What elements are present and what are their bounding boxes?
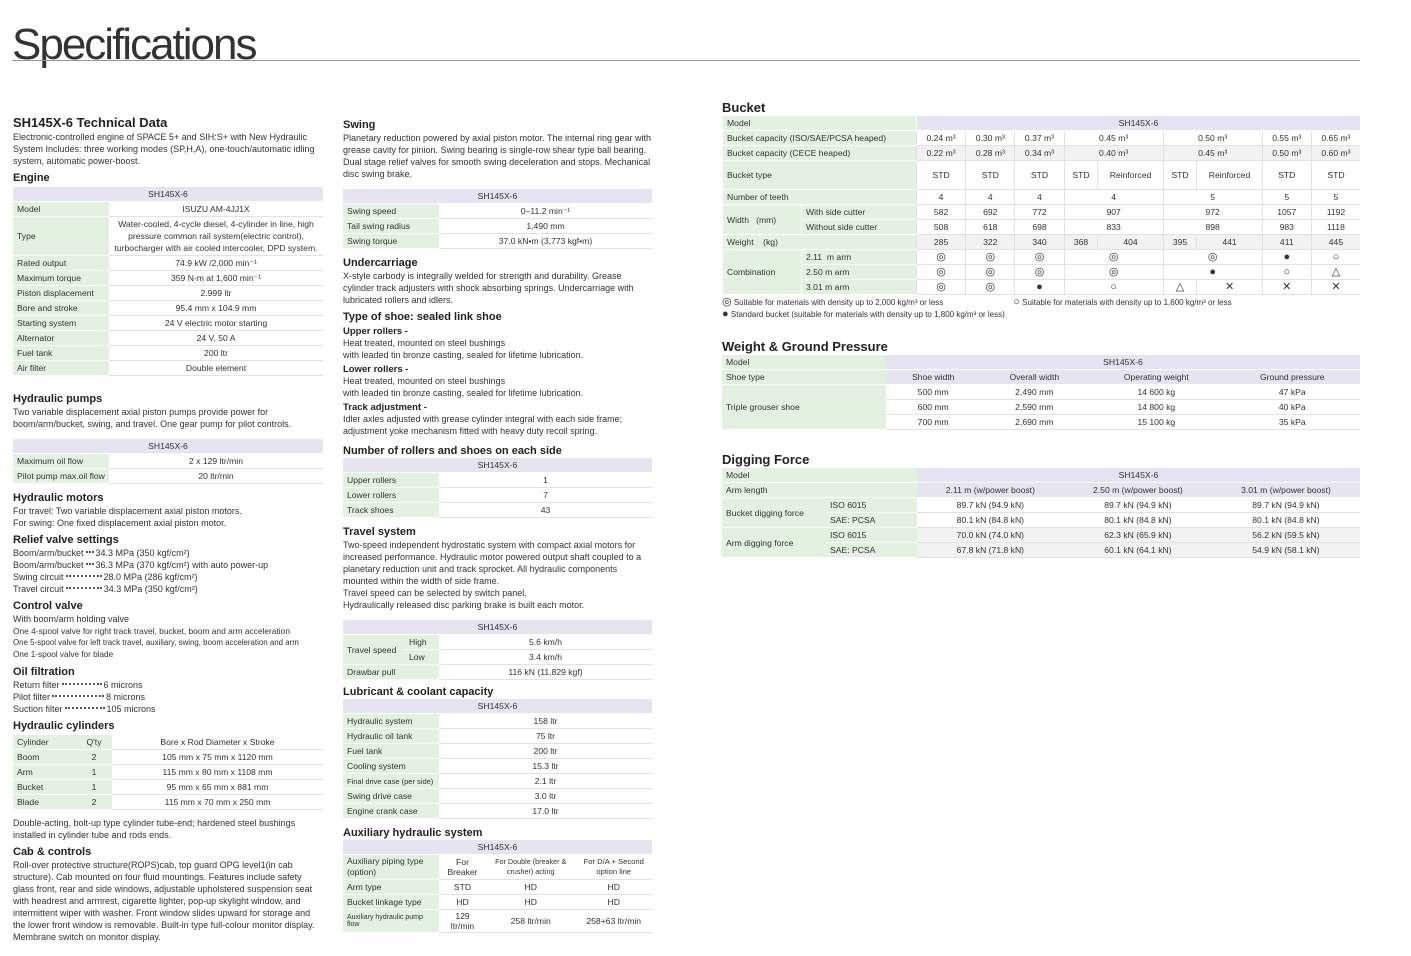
column-left: SH145X-6 Technical Data Electronic-controlled engine of SPACE 5+ and SIH:S+ with New Hydraulic System Includes: three working modes (SP,H,A), one-touch/automatic idling system, automatic power-boost. Engine SH145X-6 Model ISUZU AM-4JJ1X Type Water-cooled, 4-cycle diesel, 4-cylinder in line, high pressure common rail system(electric control), turbocharger with air cooled intercooler, DPD system. Rated output 74.9 kW /2,000 min⁻¹ Maximum torque 359 N-m at 1,600 min⁻¹ Piston displacement 2.999 ltr Bore and stroke 95.4 mm x 104.9 mm Starting system 24 V electric motor starting Alternator 24 V, 50 A Fuel tank 200 ltr Air filter Double element Hydraulic pumps Two variable displacement axial piston pumps provide power for boom/arm/bucket, swing, and travel. One gear pump for pilot controls. SH145X-6 Maximum oil flow 2 x 129 ltr/min Pilot pump max.oil flow 20 ltr/min Hydraulic motors For travel: Two variable displacement axial piston motors. For swing: One fixed displacement axial piston motor. Relief valve settings Boom/arm/bucket 34.3 MPa (350 kgf/cm²) Boom/arm/bucket 36.3 MPa (370 kgf/cm²) with auto power-up Swing circuit 28.0 MPa (286 kgf/cm²) Travel circuit 34.3 MPa (350 kgf/cm²) Control valve With boom/arm holding valve One 4-spool valve for right track travel, bucket, boom and arm acceleration One 5-spool valve for left track travel, auxiliary, swing, boom acceleration and arm One 1-spool valve for blade Oil filtration Return filter 6 microns Pilot filter 8 microns Suction filter 105 microns Hydraulic cylinders Cylinder Q'ty Bore x Rod Diameter x Stroke Boom 2 105 mm x 75 mm x 1120 mm Arm 1 115 mm x 80 mm x 1108 mm Bucket 1 95 mm x 65 mm x 881 mm Blade 2 115 mm x 70 mm x 250 mm Double-acting, bolt-up type cylinder tube-end; hardened steel bushings installed in cylinder tube and rods ends. Cab & controls Roll-over protective structure(ROPS)cab, top guard OPG level1(in cab structure). Cab mounted on four fluid mountings. Features include safety glass front, rear and side windows, adjustable upholstered suspension seat with headrest and armrest, cigarette lighter, pop-up skylight window, and intermittent wiper with washer. Front window slides upward for storage and the lower front window is removable. Built-in type full-colour monitor display. Membrane switch on monitor display. [13, 115, 323, 943]
table-row: Number of teeth 4 4 4 4 5 5 5 [723, 190, 1361, 205]
table-row: Bucket type STD STD STD STD Reinforced STD Reinforced STD STD [723, 161, 1361, 190]
table-row: Weight (kg) 285 322 340 368 404 395 441 411 445 [723, 235, 1361, 250]
table-row: Pilot pump max.oil flow 20 ltr/min [13, 469, 323, 484]
table-row: Rated output 74.9 kW /2,000 min⁻¹ [13, 256, 323, 271]
table-row: Width (mm) With side cutter 582 692 772 907 972 1057 1192 [723, 205, 1361, 220]
swing-title: Swing [343, 119, 376, 131]
oil-title: Oil filtration [13, 666, 75, 678]
table-row: Bucket linkage type HD HD HD [343, 895, 652, 910]
table-row: Tail swing radius 1,490 mm [343, 219, 652, 234]
relief-row: Boom/arm/bucket 36.3 MPa (370 kgf/cm²) with auto power-up [13, 560, 269, 570]
table-row: Air filter Double element [13, 361, 323, 376]
engine-title: Engine [13, 172, 50, 184]
rollers-title: Number of rollers and shoes on each side [343, 445, 562, 457]
table-row: Bucket digging force ISO 6015 89.7 kN (94.9 kN) 89.7 kN (94.9 kN) 89.7 kN (94.9 kN) [722, 498, 1360, 513]
table-row: 700 mm 2,690 mm 15 100 kg 35 kPa [722, 415, 1360, 430]
swing-text: Planetary reduction powered by axial piston motor. The internal ring gear with grease cavity for pinion. Swing bearing is single-row shear type ball bearing. Dual stage relief valves for smooth swing deceleration and stops. Mechanical disc swing brake. [343, 133, 652, 179]
lube-table: SH145X-6 Hydraulic system 158 ltr Hydraulic oil tank 75 ltr Fuel tank 200 ltr Cooling system 15.3 ltr Final drive case (per side) 2.1 ltr Swing drive case 3.0 ltr Engine crank case 17.0 ltr [343, 699, 652, 819]
table-row: Fuel tank 200 ltr [13, 346, 323, 361]
table-row: Lower rollers 7 [343, 488, 652, 503]
oil-row: Suction filter 105 microns [13, 704, 156, 714]
table-row: Fuel tank 200 ltr [343, 744, 652, 759]
travel-table: SH145X-6 Travel speed High 5.6 km/h Low 3.4 km/h Drawbar pull 116 kN (11,829 kgf) [343, 620, 652, 680]
table-row: Type Water-cooled, 4-cycle diesel, 4-cylinder in line, high pressure common rail system(electric control), turbocharger with air cooled intercooler, DPD system. [13, 217, 323, 256]
table-row: Maximum torque 359 N-m at 1,600 min⁻¹ [13, 271, 323, 286]
travel-title: Travel system [343, 526, 416, 538]
title-divider [12, 60, 1360, 61]
table-row: Drawbar pull 116 kN (11,829 kgf) [343, 665, 652, 680]
tech-intro: Electronic-controlled engine of SPACE 5+ and SIH:S+ with New Hydraulic System Includes: three working modes (SP,H,A), one-touch/automatic idling system, automatic power-boost. [13, 132, 315, 166]
table-row: Model ISUZU AM-4JJ1X [13, 202, 323, 217]
cab-text: Roll-over protective structure(ROPS)cab, top guard OPG level1(in cab structure). Cab mounted on four fluid mountings. Features include safety glass front, rear and side windows, adjustable upholstered suspension seat with headrest and armrest, cigarette lighter, pop-up skylight window, and intermittent wiper with washer. Front window slides upward for storage and the lower front window is removable. Built-in type full-colour monitor display. Membrane switch on monitor display. [13, 860, 315, 942]
double-circle-icon: ◎ [722, 296, 732, 308]
table-row: Arm type STD HD HD [343, 880, 652, 895]
column-middle: Swing Planetary reduction powered by axial piston motor. The internal ring gear with grease cavity for pinion. Swing bearing is single-row shear type ball bearing. Dual stage relief valves for smooth swing deceleration and stops. Mechanical disc swing brake. SH145X-6 Swing speed 0–11.2 min⁻¹ Tail swing radius 1,490 mm Swing torque 37.0 kN•m (3,773 kgf•m) Undercarriage X-style carbody is integrally welded for strength and durability. Grease cylinder track adjusters with shock absorbing springs. Undercarriage with lubricated rollers and idlers. Type of shoe: sealed link shoe Upper rollers - Heat treated, mounted on steel bushings with leaded tin bronze casting, sealed for lifetime lubrication. Lower rollers - Heat treated, mounted on steel bushings with leaded tin bronze casting, sealed for lifetime lubrication. Track adjustment - Idler axles adjusted with grease cylinder integral with each side frame; adjustment yoke mechanism fitted with heavy duty recoil spring. Number of rollers and shoes on each side SH145X-6 Upper rollers 1 Lower rollers 7 Track shoes 43 Travel system Two-speed independent hydrostatic system with compact axial motors for increased performance. Hydraulic motor powered output shaft coupled to a planetary reduction unit and track sprocket. All hydraulic components mounted within the width of side frame. Travel speed can be selected by switch panel. Hydraulically released disc parking brake is built each motor. SH145X-6 Travel speed High 5.6 km/h Low 3.4 km/h Drawbar pull 116 kN (11,829 kgf) Lubricant & coolant capacity SH145X-6 Hydraulic system 158 ltr Hydraulic oil tank 75 ltr Fuel tank 200 ltr Cooling system 15.3 ltr Final drive case (per side) 2.1 ltr Swing drive case 3.0 ltr Engine crank case 17.0 ltr Auxiliary hydraulic system SH145X-6 Auxiliary piping type (option) For Breaker For Double (breaker & crusher) acting For D/A + Second option line Arm type STD HD HD Bucket linkage type HD HD HD Auxiliary hydraulic pump flow 129 ltr/min 258 ltr/min 258+63 ltr/min [343, 119, 652, 931]
bucket-table: Model SH145X-6 Bucket capacity (ISO/SAE/PCSA heaped) 0.24 m³ 0.30 m³ 0.37 m³ 0.45 m³ 0.50 m³ 0.55 m³ 0.65 m³ Bucket capacity (CECE heaped) 0.22 m³ 0.28 m³ 0.34 m³ 0.40 m³ 0.45 m³ 0.50 m³ 0.60 m³ Bucket type STD STD STD STD Reinforced STD Reinforced STD STD Number of teeth 4 4 4 4 5 5 5 Width (mm) With side cutter 582 692 772 907 972 1057 1192 Without side cutter 508 618 698 833 898 983 1118 Weight (kg) 285 322 340 368 404 395 441 411 445 Combination 2.11 m arm ◎ ◎ ◎ ◎ ◎ ● ○ 2.50 m arm ◎ ◎ ◎ ◎ ● ○ △ 3.01 m arm ◎ ◎ ● ○ △ ✕ ✕ ✕ [722, 116, 1360, 295]
table-row: Auxiliary hydraulic pump flow 129 ltr/min 258 ltr/min 258+63 ltr/min [343, 910, 652, 933]
circle-icon: ○ [1013, 296, 1020, 308]
table-row: Boom 2 105 mm x 75 mm x 1120 mm [13, 750, 323, 765]
table-row: 3.01 m arm ◎ ◎ ● ○ △ ✕ ✕ ✕ [723, 280, 1361, 295]
relief-row: Swing circuit 28.0 MPa (286 kgf/cm²) [13, 572, 198, 582]
table-row: Swing torque 37.0 kN•m (3,773 kgf•m) [343, 234, 652, 249]
table-row: Bore and stroke 95.4 mm x 104.9 mm [13, 301, 323, 316]
tech-title: SH145X-6 Technical Data [13, 115, 168, 130]
weight-table: Model SH145X-6 Shoe type Shoe width Overall width Operating weight Ground pressure Triple grouser shoe 500 mm 2,490 mm 14 600 kg 47 kPa 600 mm 2,590 mm 14 800 kg 40 kPa 700 mm 2,690 mm 15 100 kg 35 kPa [722, 355, 1360, 430]
digging-table: Model SH145X-6 Arm length 2.11 m (w/power boost) 2.50 m (w/power boost) 3.01 m (w/power boost) Bucket digging force ISO 6015 89.7 kN (94.9 kN) 89.7 kN (94.9 kN) 89.7 kN (94.9 kN) SAE: PCSA 80.1 kN (84.8 kN) 80.1 kN (84.8 kN) 80.1 kN (84.8 kN) Arm digging force ISO 6015 70.0 kN (74.0 kN) 62.3 kN (65.9 kN) 56.2 kN (59.5 kN) SAE: PCSA 67.8 kN (71.8 kN) 60.1 kN (64.1 kN) 54.9 kN (58.1 kN) [722, 468, 1360, 558]
table-row: Engine crank case 17.0 ltr [343, 804, 652, 819]
filled-circle-icon: ● [722, 308, 729, 320]
table-row: Combination 2.11 m arm ◎ ◎ ◎ ◎ ◎ ● ○ [723, 250, 1361, 265]
table-row: Bucket capacity (ISO/SAE/PCSA heaped) 0.24 m³ 0.30 m³ 0.37 m³ 0.45 m³ 0.50 m³ 0.55 m³ 0.65 m³ [723, 131, 1361, 146]
table-row: Upper rollers 1 [343, 473, 652, 488]
control-title: Control valve [13, 600, 83, 612]
table-row: Track shoes 43 [343, 503, 652, 518]
table-row: Piston displacement 2.999 ltr [13, 286, 323, 301]
motors-title: Hydraulic motors [13, 492, 104, 504]
relief-row: Travel circuit 34.3 MPa (350 kgf/cm²) [13, 584, 198, 594]
cylinders-note: Double-acting, bolt-up type cylinder tube-end; hardened steel bushings installed in cylinder tube and rods ends. [13, 818, 296, 840]
table-row: Cooling system 15.3 ltr [343, 759, 652, 774]
cab-title: Cab & controls [13, 846, 92, 858]
table-row: 600 mm 2,590 mm 14 800 kg 40 kPa [722, 400, 1360, 415]
pumps-text: Two variable displacement axial piston pumps provide power for boom/arm/bucket, swing, and travel. One gear pump for pilot controls. [13, 407, 292, 429]
bucket-legend: ◎ Suitable for materials with density up to 2,000 kg/m³ or less ○ Suitable for materials with density up to 1,600 kg/m³ or less ● Standard bucket (suitable for materials with density up to 1,800 kg/m³ or less) [722, 296, 1232, 320]
column-right [722, 100, 1360, 560]
page-title: Specifications [12, 20, 256, 69]
table-row: 2.50 m arm ◎ ◎ ◎ ◎ ● ○ △ [723, 265, 1361, 280]
table-row: SAE: PCSA 80.1 kN (84.8 kN) 80.1 kN (84.8 kN) 80.1 kN (84.8 kN) [722, 513, 1360, 528]
aux-title: Auxiliary hydraulic system [343, 827, 483, 839]
oil-row: Pilot filter 8 microns [13, 692, 146, 702]
table-row: Swing drive case 3.0 ltr [343, 789, 652, 804]
swing-table: SH145X-6 Swing speed 0–11.2 min⁻¹ Tail swing radius 1,490 mm Swing torque 37.0 kN•m (3,773 kgf•m) [343, 189, 652, 249]
rollers-table: SH145X-6 Upper rollers 1 Lower rollers 7 Track shoes 43 [343, 458, 652, 518]
relief-row: Boom/arm/bucket 34.3 MPa (350 kgf/cm²) [13, 548, 190, 558]
table-row: Arm 1 115 mm x 80 mm x 1108 mm [13, 765, 323, 780]
under-title: Undercarriage [343, 257, 418, 269]
table-row: Triple grouser shoe 500 mm 2,490 mm 14 600 kg 47 kPa [722, 385, 1360, 400]
oil-row: Return filter 6 microns [13, 680, 143, 690]
pumps-table: SH145X-6 Maximum oil flow 2 x 129 ltr/min Pilot pump max.oil flow 20 ltr/min [13, 439, 323, 484]
relief-title: Relief valve settings [13, 534, 119, 546]
table-row: SAE: PCSA 67.8 kN (71.8 kN) 60.1 kN (64.1 kN) 54.9 kN (58.1 kN) [722, 543, 1360, 558]
table-row: Without side cutter 508 618 698 833 898 983 1118 [723, 220, 1361, 235]
shoe-title: Type of shoe: sealed link shoe [343, 311, 502, 323]
engine-header: SH145X-6 [13, 187, 323, 202]
table-row: Travel speed High 5.6 km/h [343, 635, 652, 650]
weight-title: Weight & Ground Pressure [722, 339, 888, 354]
engine-table [13, 187, 323, 376]
cylinders-table: Cylinder Q'ty Bore x Rod Diameter x Stroke Boom 2 105 mm x 75 mm x 1120 mm Arm 1 115 mm x 80 mm x 1108 mm Bucket 1 95 mm x 65 mm x 881 mm Blade 2 115 mm x 70 mm x 250 mm [13, 735, 323, 810]
table-row: Maximum oil flow 2 x 129 ltr/min [13, 454, 323, 469]
bucket-title: Bucket [722, 100, 766, 115]
table-row: Hydraulic oil tank 75 ltr [343, 729, 652, 744]
table-row: Arm digging force ISO 6015 70.0 kN (74.0 kN) 62.3 kN (65.9 kN) 56.2 kN (59.5 kN) [722, 528, 1360, 543]
pumps-title: Hydraulic pumps [13, 393, 103, 405]
table-row: Auxiliary piping type (option) For Breaker For Double (breaker & crusher) acting For D/A + Second option line [343, 855, 652, 880]
table-row: Bucket 1 95 mm x 65 mm x 881 mm [13, 780, 323, 795]
under-text: X-style carbody is integrally welded for strength and durability. Grease cylinder track adjusters with shock absorbing springs. Undercarriage with lubricated rollers and idlers. [343, 271, 634, 305]
table-row: Blade 2 115 mm x 70 mm x 250 mm [13, 795, 323, 810]
digging-title: Digging Force [722, 452, 810, 467]
cylinders-title: Hydraulic cylinders [13, 720, 115, 732]
table-row: Hydraulic system 158 ltr [343, 714, 652, 729]
table-row: Bucket capacity (CECE heaped) 0.22 m³ 0.28 m³ 0.34 m³ 0.40 m³ 0.45 m³ 0.50 m³ 0.60 m³ [723, 146, 1361, 161]
table-row: Low 3.4 km/h [343, 650, 652, 665]
table-row: Starting system 24 V electric motor starting [13, 316, 323, 331]
table-row: Alternator 24 V, 50 A [13, 331, 323, 346]
lube-title: Lubricant & coolant capacity [343, 686, 494, 698]
aux-table: SH145X-6 Auxiliary piping type (option) For Breaker For Double (breaker & crusher) acting For D/A + Second option line Arm type STD HD HD Bucket linkage type HD HD HD Auxiliary hydraulic pump flow 129 ltr/min 258 ltr/min 258+63 ltr/min [343, 840, 652, 933]
table-row: Final drive case (per side) 2.1 ltr [343, 774, 652, 789]
table-row: Swing speed 0–11.2 min⁻¹ [343, 204, 652, 219]
